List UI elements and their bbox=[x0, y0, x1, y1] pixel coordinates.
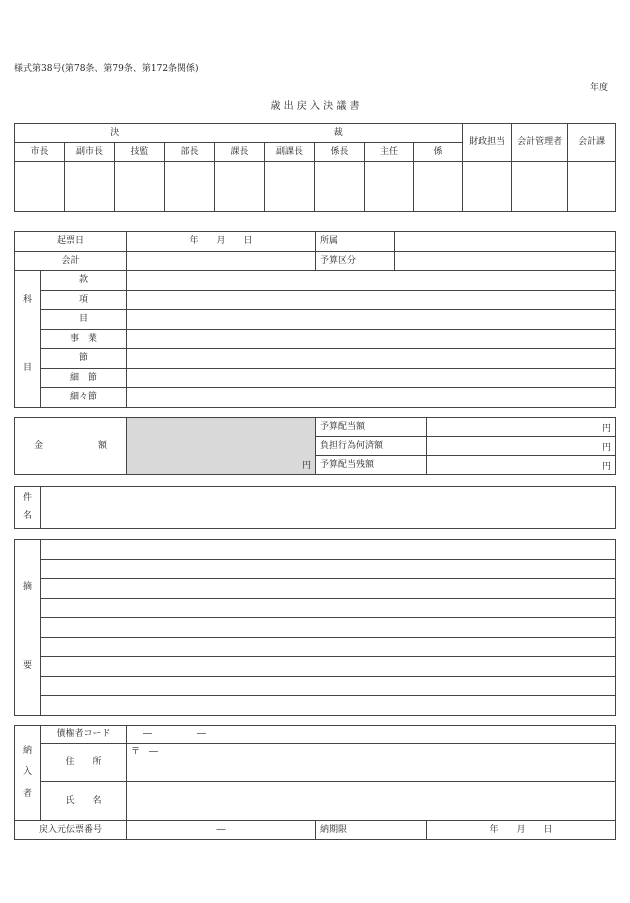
summary-line[interactable] bbox=[41, 676, 616, 696]
name-field[interactable] bbox=[127, 782, 616, 821]
creditor-code-value: ― ― bbox=[143, 729, 207, 739]
refund-slip-label: 戻入元伝票番号 bbox=[15, 821, 127, 840]
subject-item-label: 細 節 bbox=[41, 369, 127, 388]
header-mayor: 市長 bbox=[15, 143, 65, 162]
budget-category-field[interactable] bbox=[395, 252, 616, 271]
due-date-field[interactable]: 年 月 日 bbox=[427, 821, 616, 840]
subject-item-label: 事 業 bbox=[41, 330, 127, 349]
form-reference: 様式第38号(第78条、第79条、第172条関係) bbox=[14, 64, 199, 74]
summary-line[interactable] bbox=[41, 559, 616, 579]
summary-line[interactable] bbox=[41, 696, 616, 716]
draft-date-label: 起票日 bbox=[15, 232, 127, 252]
budget-allocated-label: 予算配当額 bbox=[316, 418, 427, 437]
subject-item-label: 項 bbox=[41, 291, 127, 310]
burden-completed-yen: 円 bbox=[601, 443, 611, 453]
approval-table bbox=[14, 123, 616, 212]
summary-table bbox=[14, 539, 616, 716]
account-field[interactable] bbox=[127, 252, 316, 271]
draft-date-value[interactable]: 年 月 日 bbox=[127, 232, 316, 252]
postal-code: 〒 ― bbox=[131, 747, 159, 757]
stamp-box[interactable] bbox=[414, 162, 463, 212]
subject-item-label: 款 bbox=[41, 271, 127, 291]
refund-slip-field[interactable]: ― bbox=[127, 821, 316, 840]
header-chief: 主任 bbox=[365, 143, 414, 162]
info-subject-table bbox=[14, 231, 616, 408]
address-field[interactable] bbox=[127, 744, 616, 782]
summary-label bbox=[15, 540, 41, 716]
subject-item-field[interactable] bbox=[127, 291, 616, 310]
payer-label-2: 入 bbox=[22, 767, 32, 778]
department-field[interactable] bbox=[395, 232, 616, 252]
budget-remaining-yen: 円 bbox=[601, 462, 611, 472]
subject-item-field[interactable] bbox=[127, 369, 616, 388]
matter-field[interactable] bbox=[41, 487, 616, 529]
subject-item-field[interactable] bbox=[127, 271, 616, 291]
matter-label bbox=[15, 487, 41, 529]
payer-label-3: 者 bbox=[22, 788, 32, 799]
creditor-code-field[interactable] bbox=[127, 726, 616, 744]
header-director: 部長 bbox=[165, 143, 215, 162]
summary-line[interactable] bbox=[41, 618, 616, 638]
creditor-code-label: 債権者コード bbox=[41, 726, 127, 744]
payer-table bbox=[14, 725, 616, 840]
stamp-box[interactable] bbox=[512, 162, 568, 212]
budget-remaining-label: 予算配当残額 bbox=[316, 456, 427, 475]
summary-label-2: 要 bbox=[22, 661, 32, 672]
budget-category-label: 予算区分 bbox=[316, 252, 395, 271]
amount-label-kin: 金 bbox=[33, 440, 43, 451]
subject-item-field[interactable] bbox=[127, 388, 616, 408]
page-title: 歳 出 戻 入 決 議 書 bbox=[270, 101, 360, 112]
amount-table bbox=[14, 417, 616, 475]
summary-line[interactable] bbox=[41, 637, 616, 657]
header-staff: 係 bbox=[414, 143, 463, 162]
due-date-label: 納期限 bbox=[316, 821, 427, 840]
approval-group-ke: 決 bbox=[15, 124, 215, 143]
header-deputy-mayor: 副市長 bbox=[65, 143, 115, 162]
name-label: 氏 名 bbox=[41, 782, 127, 821]
burden-completed-field[interactable] bbox=[427, 437, 616, 456]
subject-item-field[interactable] bbox=[127, 349, 616, 369]
matter-label-1: 件 bbox=[22, 493, 32, 504]
subject-item-label: 細々節 bbox=[41, 388, 127, 408]
stamp-box[interactable] bbox=[315, 162, 365, 212]
header-deputy-section-chief: 副課長 bbox=[265, 143, 315, 162]
stamp-box[interactable] bbox=[463, 162, 512, 212]
header-section-chief: 課長 bbox=[215, 143, 265, 162]
subject-item-label: 節 bbox=[41, 349, 127, 369]
summary-line[interactable] bbox=[41, 657, 616, 677]
payer-label bbox=[15, 726, 41, 821]
burden-completed-label: 負担行為何済額 bbox=[316, 437, 427, 456]
summary-line[interactable] bbox=[41, 598, 616, 618]
header-unit-chief: 係長 bbox=[315, 143, 365, 162]
summary-label-1: 摘 bbox=[22, 582, 32, 593]
address-label: 住 所 bbox=[41, 744, 127, 782]
fiscal-year-label: 年度 bbox=[590, 83, 609, 93]
matter-label-2: 名 bbox=[22, 510, 32, 521]
stamp-box[interactable] bbox=[65, 162, 115, 212]
approval-group-sai: 裁 bbox=[215, 124, 463, 143]
amount-field[interactable] bbox=[127, 418, 316, 475]
amount-yen: 円 bbox=[301, 461, 311, 471]
budget-allocated-field[interactable] bbox=[427, 418, 616, 437]
stamp-box[interactable] bbox=[568, 162, 616, 212]
stamp-box[interactable] bbox=[115, 162, 165, 212]
summary-line[interactable] bbox=[41, 540, 616, 560]
subject-side-label-bottom: 目 bbox=[15, 330, 41, 408]
summary-line[interactable] bbox=[41, 579, 616, 599]
header-accounting-manager: 会計管理者 bbox=[512, 124, 568, 162]
stamp-box[interactable] bbox=[365, 162, 414, 212]
payer-label-1: 納 bbox=[22, 745, 32, 756]
header-finance: 財政担当 bbox=[463, 124, 512, 162]
matter-table bbox=[14, 486, 616, 529]
account-label: 会計 bbox=[15, 252, 127, 271]
subject-item-field[interactable] bbox=[127, 330, 616, 349]
amount-label-gaku: 額 bbox=[98, 440, 108, 451]
budget-remaining-field[interactable] bbox=[427, 456, 616, 475]
stamp-box[interactable] bbox=[215, 162, 265, 212]
amount-label bbox=[15, 418, 127, 475]
header-accounting-section: 会計課 bbox=[568, 124, 616, 162]
subject-side-label-top: 科 bbox=[15, 271, 41, 330]
stamp-box[interactable] bbox=[15, 162, 65, 212]
header-engineering-supervisor: 技監 bbox=[115, 143, 165, 162]
stamp-box[interactable] bbox=[165, 162, 215, 212]
budget-allocated-yen: 円 bbox=[601, 424, 611, 434]
subject-item-label: 目 bbox=[41, 310, 127, 330]
stamp-box[interactable] bbox=[265, 162, 315, 212]
subject-item-field[interactable] bbox=[127, 310, 616, 330]
department-label: 所属 bbox=[316, 232, 395, 252]
